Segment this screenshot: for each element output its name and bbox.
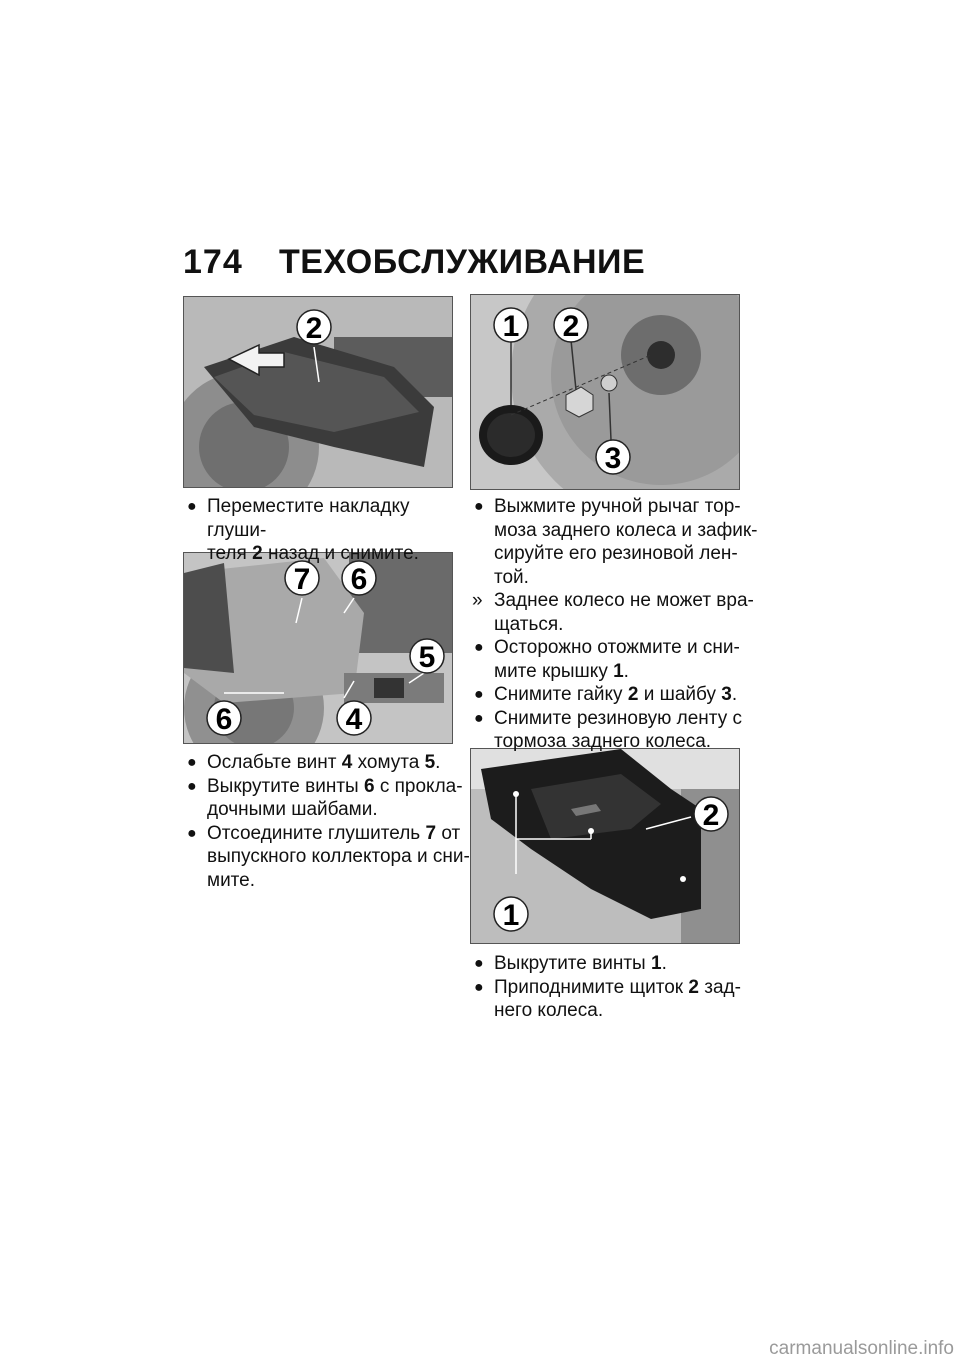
rear-mudguard-illustration — [471, 749, 739, 943]
bullet-icon: ● — [187, 777, 197, 795]
step-item: ● Отсоедините глушитель 7 от выпускного коллектора и сни- мите. — [187, 822, 470, 891]
step-item: ● Приподнимите щиток 2 зад- него колеса. — [474, 976, 741, 1021]
part-number: 1 — [613, 660, 624, 682]
callout-1: 1 — [502, 310, 520, 343]
page-number: 174 — [183, 242, 243, 281]
step-item: ● Выкрутите винты 1. — [474, 953, 667, 974]
callout-4: 4 — [345, 703, 363, 736]
part-number: 5 — [424, 752, 436, 773]
muffler-cover-illustration — [184, 297, 452, 487]
result-item: » Заднее колесо не может вра- щаться. — [472, 590, 754, 635]
step-item: ● Выкрутите винты 6 с прокла- дочными шайбами. — [187, 775, 463, 820]
part-number: 2 — [688, 976, 699, 998]
bullet-icon: ● — [474, 686, 484, 703]
part-number: 1 — [650, 953, 662, 974]
step-item: ● Снимите гайку 2 и шайбу 3. — [474, 684, 738, 705]
callout-6-bottom: 6 — [215, 703, 233, 736]
bullet-icon: ● — [474, 639, 484, 656]
part-number: 6 — [363, 775, 375, 797]
bullet-icon: ● — [187, 824, 197, 842]
part-number: 2 — [627, 684, 639, 705]
step-item: ● Снимите резиновую ленту с тормоза заднего колеса. — [474, 707, 742, 752]
steps-col1-block1 — [183, 495, 473, 566]
callout-5: 5 — [418, 641, 436, 674]
rear-wheel-nut-illustration — [471, 295, 739, 489]
photo-rear-wheel-nut — [470, 294, 740, 490]
steps-col2-block2 — [470, 952, 760, 1023]
watermark: carmanualsonline.info — [769, 1338, 954, 1359]
bullet-icon: ● — [187, 754, 197, 771]
photo-rear-mudguard — [470, 748, 740, 944]
part-number: 2 — [252, 543, 263, 564]
page-header — [183, 240, 645, 284]
part-number: 7 — [425, 822, 437, 844]
step-item: ● Ослабьте винт 4 хомута 5. — [187, 752, 441, 773]
bullet-icon: ● — [474, 709, 484, 727]
callout-2: 2 — [305, 312, 323, 345]
exhaust-silencer-illustration — [184, 553, 452, 743]
callout-7: 7 — [293, 563, 311, 596]
step-item: ● Выжмите ручной рычаг тор- моза заднего колеса и зафик- сируйте его резиновой лен- той. — [474, 496, 758, 588]
bullet-icon: ● — [187, 498, 197, 515]
photo-muffler-cover — [183, 296, 453, 488]
step-item: ● Осторожно отожмите и сни- мите крышку 1. — [474, 637, 740, 682]
bullet-icon: ● — [474, 978, 484, 996]
part-number: 3 — [721, 684, 732, 705]
bullet-icon: ● — [474, 498, 484, 515]
callout-2: 2 — [562, 310, 580, 343]
callout-3: 3 — [604, 442, 622, 475]
section-title: ТЕХОБСЛУЖИВАНИЕ — [279, 242, 646, 281]
callout-1: 1 — [502, 899, 520, 932]
steps-col1-block2 — [183, 751, 473, 892]
bullet-icon: ● — [474, 955, 484, 972]
result-arrow-icon: » — [472, 590, 483, 611]
callout-6-top: 6 — [350, 563, 368, 596]
step-item: ● Переместите накладку глуши- теля 2 назад и снимите. — [187, 496, 419, 564]
photo-exhaust-silencer — [183, 552, 453, 744]
callout-2: 2 — [702, 799, 720, 832]
steps-col2-block1 — [470, 495, 760, 754]
part-number: 4 — [341, 752, 353, 773]
